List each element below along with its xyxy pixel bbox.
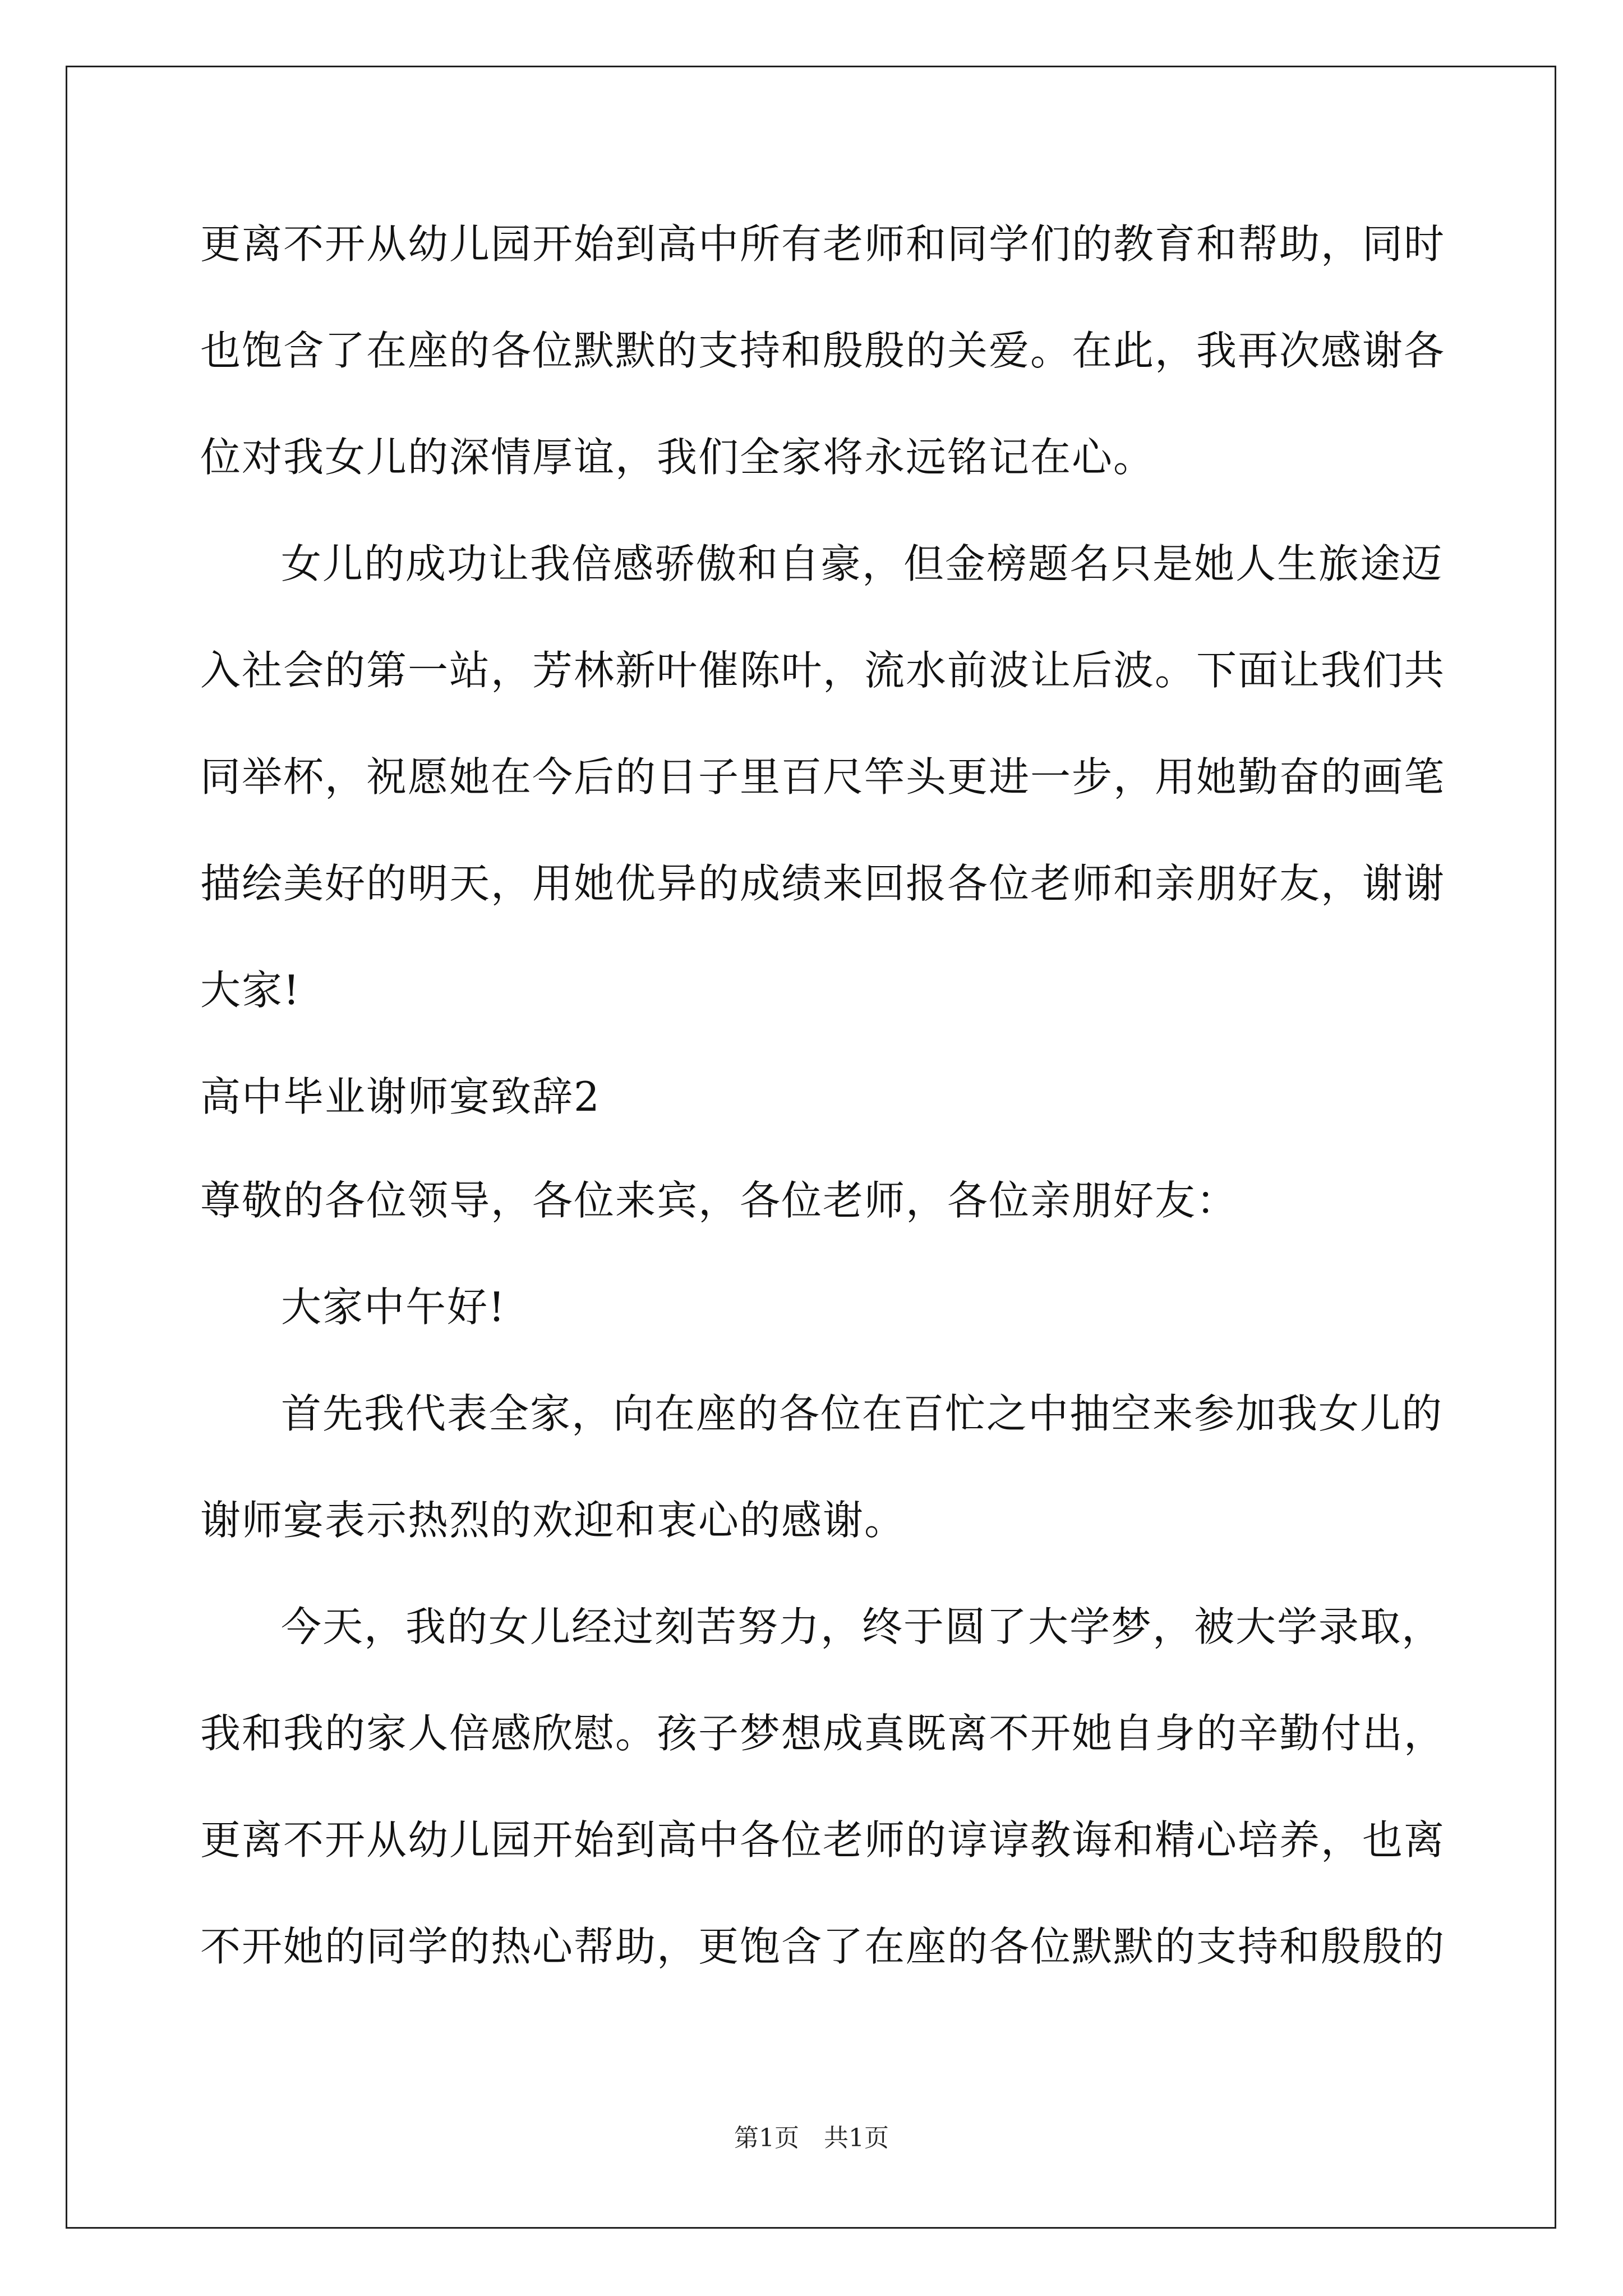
greeting: 大家中午好! [281, 1283, 506, 1331]
body-line: 位对我女儿的深情厚谊，我们全家将永远铭记在心。 [200, 434, 1155, 481]
body-line: 同举杯，祝愿她在今后的日子里百尺竿头更进一步，用她勤奋的画笔 [200, 753, 1446, 800]
page-number: 第1页 共1页 [734, 2124, 889, 2152]
body-line: 入社会的第一站，芳林新叶催陈叶，流水前波让后波。下面让我们共 [200, 647, 1446, 694]
salutation: 尊敬的各位领导，各位来宾，各位老师，各位亲朋好友： [200, 1177, 1238, 1224]
body-line: 更离不开从幼儿园开始到高中各位老师的谆谆教诲和精心培养，也离 [200, 1816, 1446, 1864]
body-line: 我和我的家人倍感欣慰。孩子梦想成真既离不开她自身的辛勤付出， [200, 1710, 1446, 1757]
paragraph-first-line: 首先我代表全家，向在座的各位在百忙之中抽空来参加我女儿的 [281, 1390, 1444, 1437]
section-title: 高中毕业谢师宴致辞2 [200, 1073, 601, 1120]
body-line: 大家! [200, 967, 301, 1014]
paragraph-first-line: 女儿的成功让我倍感骄傲和自豪，但金榜题名只是她人生旅途迈 [281, 540, 1444, 587]
body-line: 更离不开从幼儿园开始到高中所有老师和同学们的教育和帮助，同时 [200, 220, 1446, 268]
page-border [66, 66, 1556, 2229]
body-line: 不开她的同学的热心帮助，更饱含了在座的各位默默的支持和殷殷的 [200, 1923, 1446, 1970]
body-line: 也饱含了在座的各位默默的支持和殷殷的关爱。在此，我再次感谢各 [200, 327, 1446, 374]
paragraph-first-line: 今天，我的女儿经过刻苦努力，终于圆了大学梦，被大学录取， [281, 1603, 1444, 1650]
body-line: 谢师宴表示热烈的欢迎和衷心的感谢。 [200, 1497, 906, 1544]
body-line: 描绘美好的明天，用她优异的成绩来回报各位老师和亲朋好友，谢谢 [200, 860, 1446, 907]
